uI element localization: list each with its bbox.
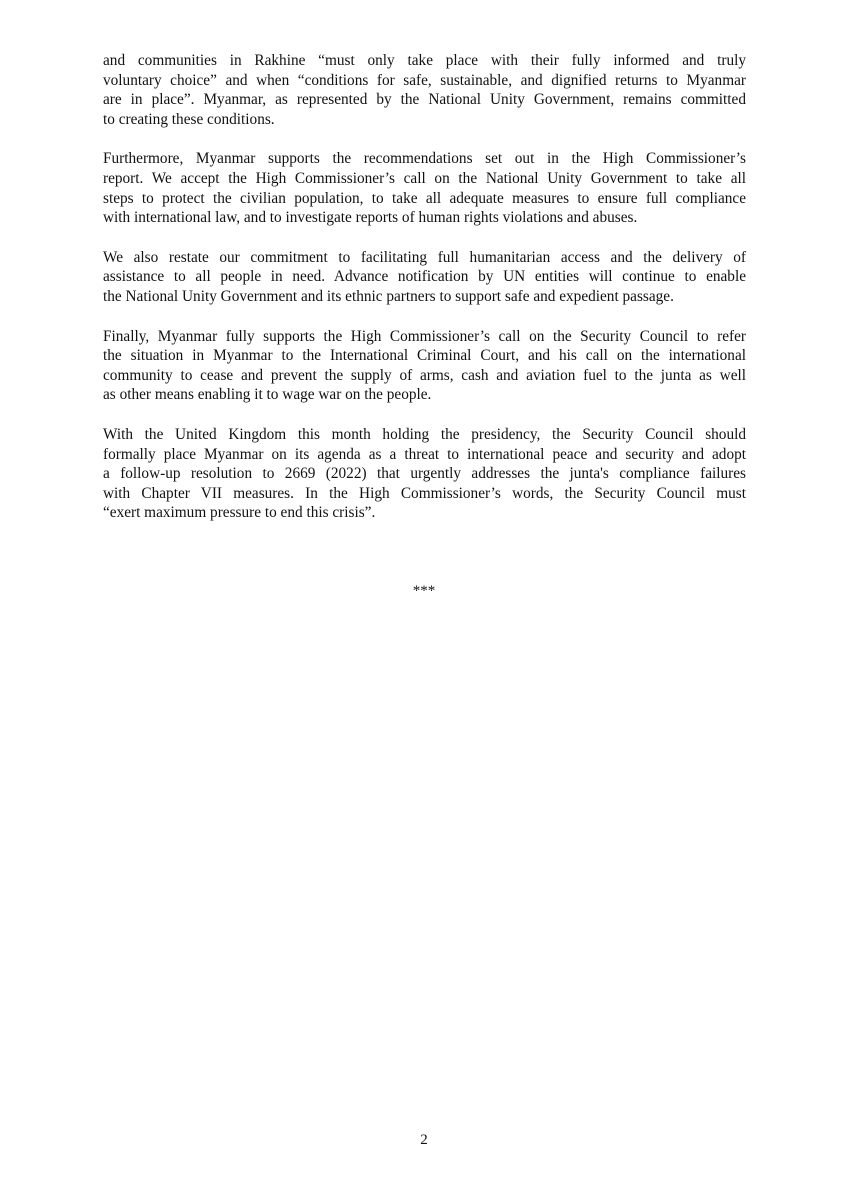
text-line: steps to protect the civilian population, to take all adequate measures to ensure full compliance	[103, 189, 746, 207]
text-line: Finally, Myanmar fully supports the High Commissioner’s call on the Security Council to refer	[103, 327, 746, 345]
text-line: report. We accept the High Commissioner’s call on the National Unity Government to take all	[103, 169, 746, 187]
text-line: formally place Myanmar on its agenda as a threat to international peace and security and adopt	[103, 445, 746, 463]
page-number: 2	[420, 1132, 428, 1148]
paragraph-rakhine-returns	[103, 51, 746, 129]
text-line: voluntary choice” and when “conditions for safe, sustainable, and dignified returns to Myanmar	[103, 71, 746, 89]
text-line: We also restate our commitment to facilitating full humanitarian access and the delivery of	[103, 248, 746, 266]
text-line: with international law, and to investigate reports of human rights violations and abuses.	[103, 209, 638, 227]
paragraph-icc-referral	[103, 327, 746, 405]
text-line: the situation in Myanmar to the International Criminal Court, and his call on the international	[103, 347, 746, 365]
text-line: Furthermore, Myanmar supports the recommendations set out in the High Commissioner’s	[103, 150, 746, 168]
paragraph-recommendations	[103, 149, 746, 227]
section-separator: ***	[412, 583, 436, 599]
text-line: the National Unity Government and its ethnic partners to support safe and expedient passage.	[103, 287, 674, 305]
paragraph-humanitarian-access	[103, 248, 746, 307]
text-line: are in place”. Myanmar, as represented by the National Unity Government, remains committed	[103, 91, 746, 109]
text-line: as other means enabling it to wage war on the people.	[103, 386, 432, 404]
text-line: With the United Kingdom this month holding the presidency, the Security Council should	[103, 425, 746, 443]
paragraph-security-council	[103, 425, 746, 523]
text-line: “exert maximum pressure to end this crisis”.	[103, 504, 376, 522]
text-line: and communities in Rakhine “must only take place with their fully informed and truly	[103, 52, 746, 69]
text-line: assistance to all people in need. Advance notification by UN entities will continue to enable	[103, 268, 746, 286]
text-line: community to cease and prevent the supply of arms, cash and aviation fuel to the junta as well	[103, 366, 746, 384]
text-line: a follow-up resolution to 2669 (2022) that urgently addresses the junta's compliance failures	[103, 465, 746, 483]
document-body	[103, 51, 746, 543]
text-line: to creating these conditions.	[103, 110, 275, 128]
text-line: with Chapter VII measures. In the High Commissioner’s words, the Security Council must	[103, 484, 746, 502]
